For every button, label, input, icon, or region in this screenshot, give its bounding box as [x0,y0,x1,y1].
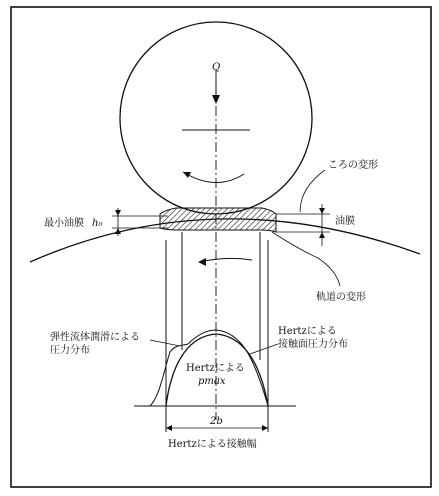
ehl-pressure-label-line1: 弾性流体潤滑による [50,332,140,343]
roller-rotation-arrow [183,172,244,183]
min-film-dim-arrow-bottom [115,228,121,234]
race-deformation-label: 軌道の変形 [316,292,366,303]
roller-deformation-label: ころの変形 [328,160,378,171]
min-film-dim-arrow-top [115,210,121,216]
race-rotation-arrow [200,258,252,262]
ehl-pressure-label-line2: 圧力分布 [50,345,90,356]
oil-film-dim-arrow-bottom [319,232,325,238]
hertz-pressure-label-line1: Hertzによる [278,326,337,337]
load-arrow-head [212,95,220,104]
race-deformation-leader [272,232,340,286]
ehl-leader [150,340,180,346]
figure-frame [11,7,431,487]
pmax-label-line1: Hertzによる [186,363,245,374]
contact-width-arrow-right [262,425,268,431]
oil-film-dim-arrow-top [319,208,325,214]
load-label: Q [212,62,221,73]
oil-film-band [160,208,276,232]
race-rotation-arrow-head [198,258,206,266]
hertz-pressure-label-line2: 接触面圧力分布 [278,339,348,350]
hertz-pressure-leader [250,344,278,354]
min-oil-film-symbol: h₀ [92,218,103,229]
roller-deformation-leader [300,170,325,212]
pmax-label-line2: pmax [198,376,226,387]
contact-width-arrow-left [166,425,172,431]
contact-width-caption: Hertzによる接触幅 [168,439,257,450]
roller-rotation-arrow-head [183,172,191,178]
oil-film-label: 油膜 [335,216,355,227]
min-oil-film-label: 最小油膜 [44,218,84,229]
contact-width-symbol: 2b [210,416,223,427]
